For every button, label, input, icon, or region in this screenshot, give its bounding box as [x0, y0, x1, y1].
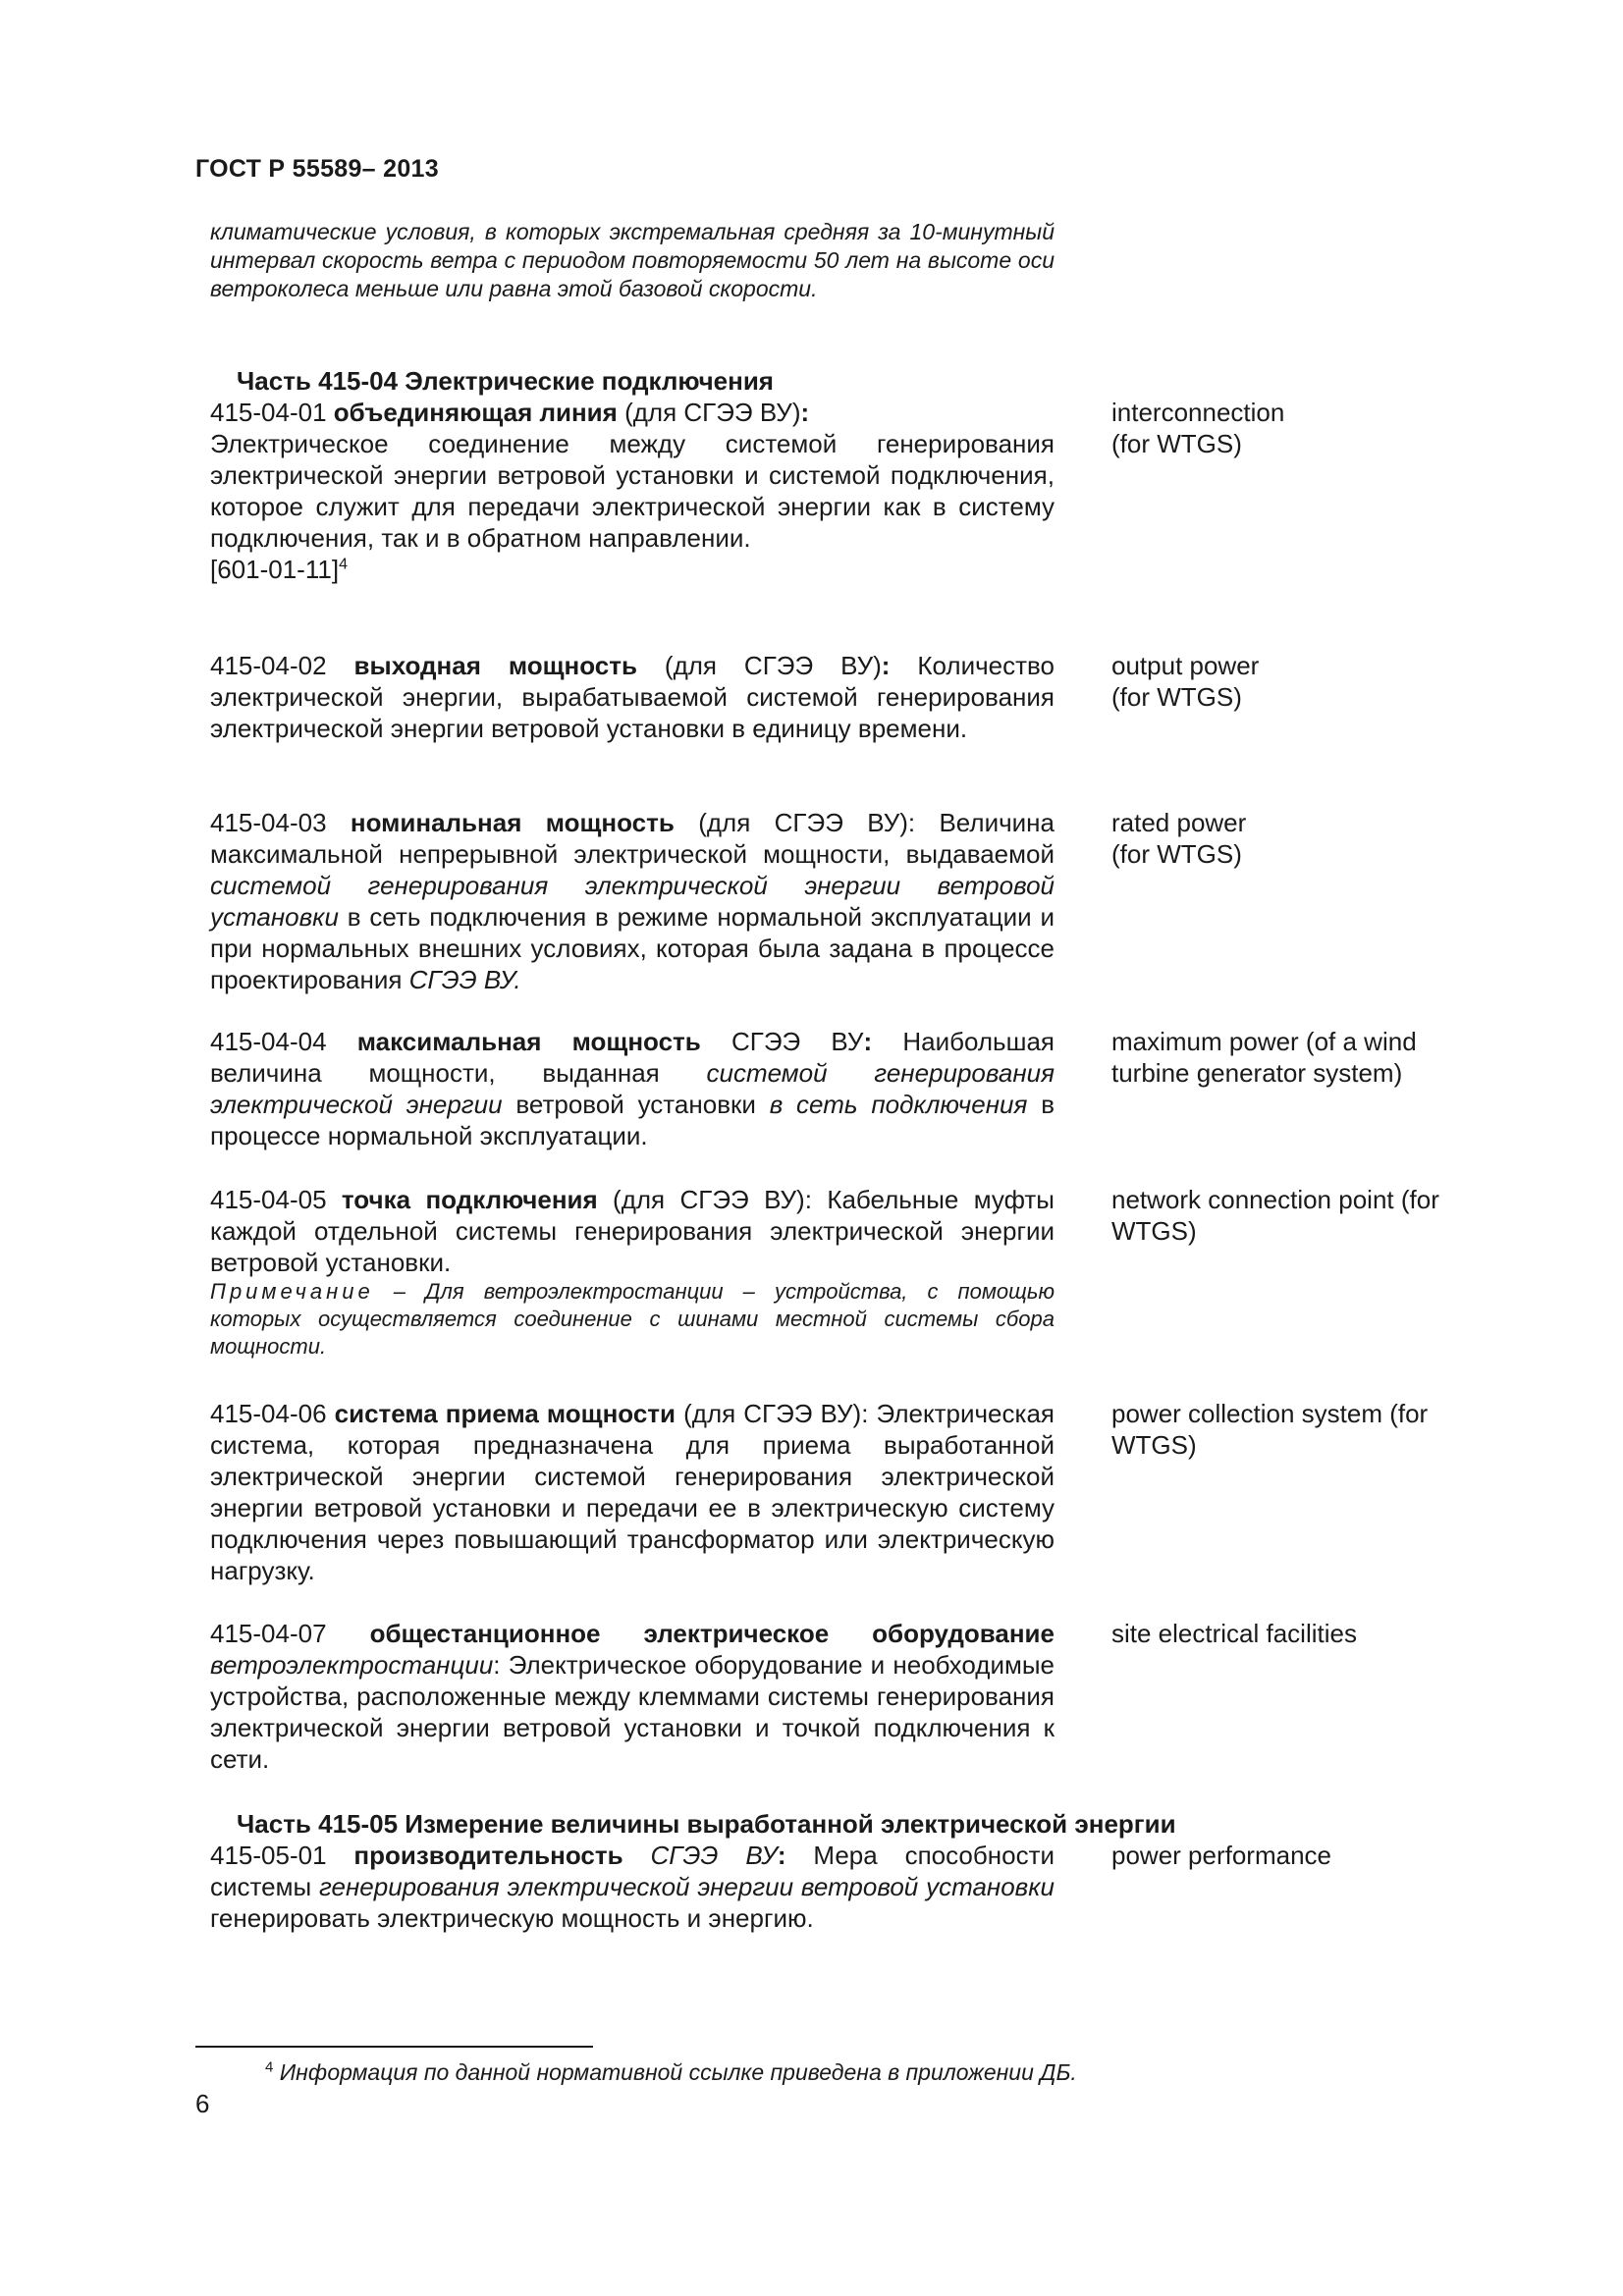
term-entry-415-04-01: [210, 397, 1055, 585]
document-code-header: ГОСТ Р 55589– 2013: [195, 155, 439, 183]
term-code: 415-04-01: [210, 398, 327, 427]
term-definition-part: в процессе нормальной эксплуатации.: [210, 1090, 1055, 1150]
english-term: output power: [1111, 651, 1260, 680]
term-entry-415-04-03: [210, 807, 1055, 995]
term-colon: :: [863, 1027, 873, 1056]
english-term-415-04-05: [1111, 1184, 1494, 1247]
footnote-separator: [195, 2046, 593, 2048]
term-code: 415-04-03: [210, 808, 327, 837]
term-entry-415-04-02: [210, 650, 1055, 744]
term-name: объединяющая линия: [333, 398, 618, 427]
term-definition-italic: в сеть подключения: [769, 1090, 1028, 1119]
term-code: 415-04-05: [210, 1185, 327, 1214]
english-term-415-04-01: [1111, 397, 1494, 459]
section-title-415-04: Часть 415-04 Электрические подключения: [237, 366, 774, 396]
term-definition: Электрическое соединение между системой генерирования электрической энергии ветровой установки и системой подключения, которое служит для передачи электрической энергии как в систему подключения, так и в обратном направлении.: [210, 429, 1055, 553]
term-code: 415-04-06: [210, 1399, 327, 1428]
term-colon: :: [881, 651, 891, 680]
footnote-marker: 4: [339, 556, 348, 573]
term-definition-italic: СГЭЭ ВУ.: [408, 965, 521, 994]
term-qualifier: (для СГЭЭ ВУ): [664, 651, 882, 680]
english-term-415-04-02: [1111, 650, 1494, 713]
english-term: power performance: [1111, 1841, 1331, 1870]
english-qualifier: (for WTGS): [1111, 429, 1242, 458]
footnote: [265, 2059, 1077, 2086]
term-name-italic: ветроэлектростанции: [210, 1650, 494, 1680]
english-qualifier: (for WTGS): [1111, 839, 1242, 869]
english-term-415-04-04: [1111, 1026, 1494, 1089]
term-qualifier: СГЭЭ ВУ: [730, 1027, 864, 1056]
english-term: network connection point (for WTGS): [1111, 1185, 1439, 1246]
term-definition-part: генерировать электрическую мощность и энергию.: [210, 1903, 814, 1933]
term-colon: :: [493, 1650, 501, 1680]
page-number: 6: [195, 2089, 210, 2118]
term-definition-part: Величина максимальной непрерывной электрической мощности, выдаваемой: [210, 808, 1055, 869]
english-term: interconnection: [1111, 398, 1285, 427]
term-definition-part: Мера способности системы: [210, 1841, 1055, 1901]
term-name: система приема мощности: [334, 1399, 676, 1428]
term-name: общестанционное электрическое оборудование: [369, 1619, 1055, 1648]
english-term: maximum power (of a wind turbine generator system): [1111, 1027, 1417, 1088]
section-title-415-05: Часть 415-05 Измерение величины выработанной электрической энергии: [237, 1809, 1176, 1839]
term-qualifier: (для СГЭЭ ВУ): [624, 398, 801, 427]
term-name: точка подключения: [341, 1185, 598, 1214]
term-definition: Количество электрической энергии, вырабатываемой системой генерирования электрической энергии ветровой установки в единицу времени.: [210, 651, 1055, 743]
term-code: 415-04-02: [210, 651, 327, 680]
intro-note: климатические условия, в которых экстремальная средняя за 10-минутный интервал скорость ветра с периодом повторяемости 50 лет на высоте оси ветроколеса меньше или равна этой базовой скорости.: [210, 219, 1055, 301]
term-entry-415-04-07: [210, 1618, 1055, 1775]
term-qualifier: (для СГЭЭ ВУ):: [683, 1399, 869, 1428]
english-term: site electrical facilities: [1111, 1619, 1357, 1648]
term-colon: :: [777, 1841, 786, 1870]
term-definition-part: в сеть подключения в режиме нормальной эксплуатации и при нормальных внешних условиях, которая была задана в процессе проектирования: [210, 902, 1055, 994]
english-term-415-04-06: [1111, 1398, 1494, 1461]
footnote-marker: 4: [265, 2058, 274, 2076]
term-definition-italic: системой генерирования электрической энергии: [210, 1058, 1055, 1119]
term-reference: [601-01-11]: [210, 555, 340, 584]
note-text: – Для ветроэлектростанции – устройства, с помощью которых осуществляется соединение с шинами местной системы сбора мощности.: [210, 1279, 1055, 1359]
term-entry-415-04-06: [210, 1398, 1055, 1586]
term-note: [210, 1278, 1055, 1361]
term-code: 415-05-01: [210, 1841, 327, 1870]
term-qualifier: (для СГЭЭ ВУ):: [613, 1185, 812, 1214]
term-definition: Электрическое оборудование и необходимые устройства, расположенные между клеммами системы генерирования электрической энергии ветровой установки и точкой подключения к сети.: [210, 1650, 1055, 1774]
english-term: power collection system (for WTGS): [1111, 1399, 1429, 1460]
term-definition-part: ветровой установки: [515, 1090, 756, 1119]
term-code: 415-04-07: [210, 1619, 327, 1648]
term-name: максимальная мощность: [356, 1027, 701, 1056]
term-qualifier: СГЭЭ ВУ: [650, 1841, 778, 1870]
english-term-415-04-03: [1111, 807, 1494, 870]
term-definition: Электрическая система, которая предназначена для приема выработанной электрической энергии системой генерирования электрической энергии ветровой установки и передачи ее в электрическую систему подключения через повышающий трансформатор или электрическую нагрузку.: [210, 1399, 1055, 1585]
term-entry-415-04-05: [210, 1184, 1055, 1361]
english-term-415-04-07: [1111, 1618, 1494, 1649]
english-qualifier: (for WTGS): [1111, 682, 1242, 712]
term-entry-415-04-04: [210, 1026, 1055, 1151]
term-entry-415-05-01: [210, 1840, 1055, 1934]
term-qualifier: (для СГЭЭ ВУ):: [698, 808, 916, 837]
term-colon: :: [800, 398, 810, 427]
english-term: rated power: [1111, 808, 1247, 837]
note-label: Примечание: [210, 1279, 374, 1304]
term-definition-italic: генерирования электрической энергии ветровой установки: [318, 1872, 1055, 1901]
term-name: производительность: [353, 1841, 623, 1870]
term-code: 415-04-04: [210, 1027, 327, 1056]
term-definition-part: Наибольшая величина мощности, выданная: [210, 1027, 1055, 1088]
term-definition: Кабельные муфты каждой отдельной системы генерирования электрической энергии ветровой установки.: [210, 1185, 1055, 1277]
footnote-text: Информация по данной нормативной ссылке приведена в приложении ДБ.: [279, 2059, 1077, 2085]
term-definition-italic: системой генерирования электрической энергии ветровой установки: [210, 871, 1055, 932]
term-name: номинальная мощность: [350, 808, 675, 837]
english-term-415-05-01: [1111, 1840, 1494, 1871]
term-name: выходная мощность: [353, 651, 637, 680]
